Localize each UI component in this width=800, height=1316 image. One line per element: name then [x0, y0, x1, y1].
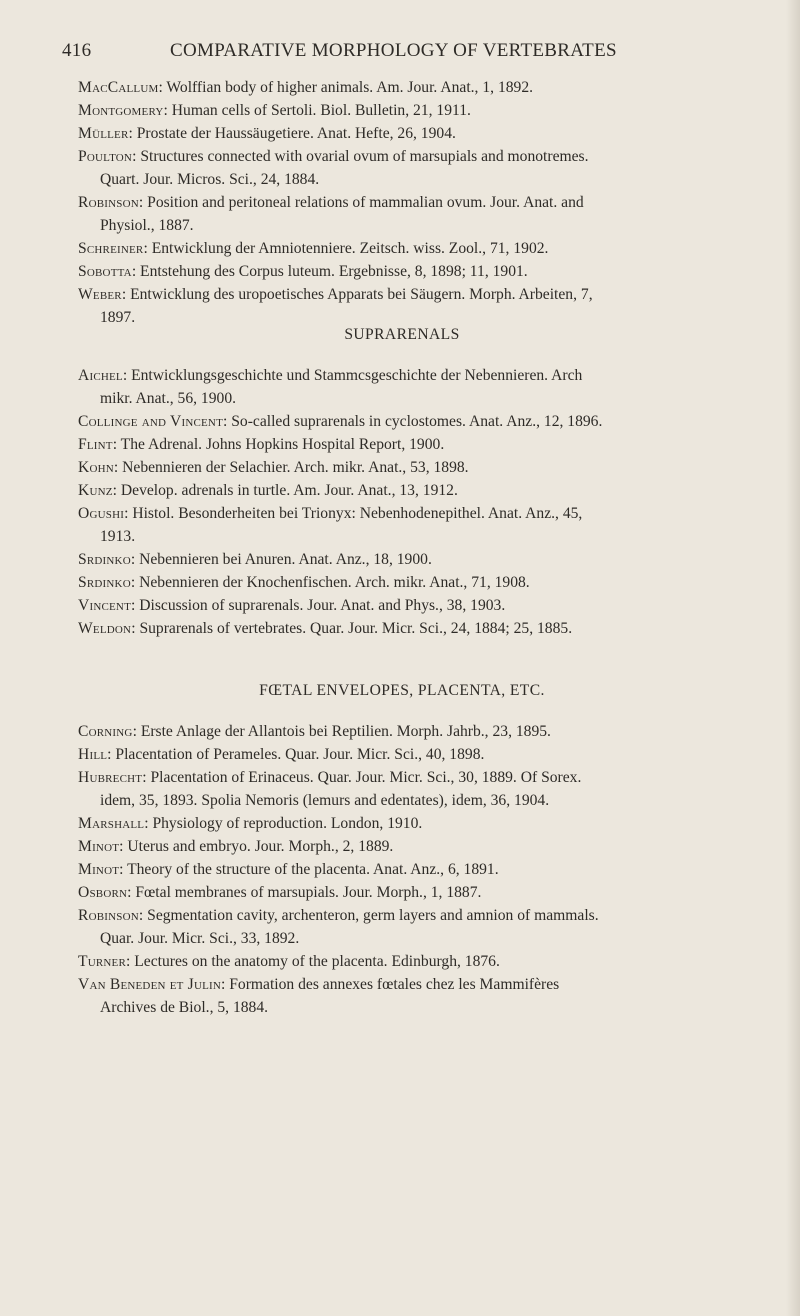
- entry-text: The Adrenal. Johns Hopkins Hospital Report, 1900.: [120, 436, 445, 453]
- entry-text: Histol. Besonderheiten bei Trionyx: Nebenhodenepithel. Anat. Anz., 45,: [132, 505, 583, 522]
- page-number: 416: [62, 40, 92, 61]
- bibliography-entry: Minot: Theory of the structure of the placenta. Anat. Anz., 6, 1891.: [78, 861, 499, 878]
- entry-text: Uterus and embryo. Jour. Morph., 2, 1889.: [127, 838, 394, 855]
- bibliography-entry: Sobotta: Entstehung des Corpus luteum. Ergebnisse, 8, 1898; 11, 1901.: [78, 263, 528, 280]
- entry-author: Hill: [78, 746, 108, 763]
- entry-text: Lectures on the anatomy of the placenta. Edinburgh, 1876.: [134, 953, 500, 970]
- bibliography-entry: MacCallum: Wolffian body of higher animals. Am. Jour. Anat., 1, 1892.: [78, 79, 534, 96]
- bibliography-entry: Collinge and Vincent: So-called suprarenals in cyclostomes. Anat. Anz., 12, 1896.: [78, 413, 603, 430]
- entry-text: Segmentation cavity, archenteron, germ layers and amnion of mammals.: [147, 907, 599, 924]
- heading-foetal-envelopes: FŒTAL ENVELOPES, PLACENTA, ETC.: [259, 682, 545, 699]
- bibliography-entry: Ogushi: Histol. Besonderheiten bei Trionyx: Nebenhodenepithel. Anat. Anz., 45, 1913.: [78, 502, 790, 548]
- bibliography-entry: Aichel: Entwicklungsgeschichte und Stammcsgeschichte der Nebennieren. Arch mikr. Anat., 56, 1900.: [78, 364, 790, 410]
- entry-author: Schreiner: [78, 240, 144, 257]
- entry-author: Kohn: [78, 459, 114, 476]
- entry-author: Flint: [78, 436, 113, 453]
- bibliography-entry: Minot: Uterus and embryo. Jour. Morph., 2, 1889.: [78, 838, 394, 855]
- entry-author: Collinge and Vincent: [78, 413, 223, 430]
- entry-author: Sobotta: [78, 263, 132, 280]
- entry-text-continued: idem, 35, 1893. Spolia Nemoris (lemurs and edentates), idem, 36, 1904.: [100, 792, 550, 809]
- entry-author: Srdinko: [78, 551, 131, 568]
- bibliography-entry: Srdinko: Nebennieren bei Anuren. Anat. Anz., 18, 1900.: [78, 551, 432, 568]
- entry-text: Fœtal membranes of marsupials. Jour. Morph., 1, 1887.: [135, 884, 482, 901]
- bibliography-entry: Robinson: Segmentation cavity, archenteron, germ layers and amnion of mammals. Quar. Jour. Micr. Sci., 33, 1892.: [78, 904, 790, 950]
- entry-author: Aichel: [78, 367, 123, 384]
- entry-text: Entstehung des Corpus luteum. Ergebnisse, 8, 1898; 11, 1901.: [140, 263, 528, 280]
- entry-author: Kunz: [78, 482, 113, 499]
- bibliography-entry: Srdinko: Nebennieren der Knochenfischen. Arch. mikr. Anat., 71, 1908.: [78, 574, 530, 591]
- entry-author: Turner: [78, 953, 127, 970]
- entry-text: Erste Anlage der Allantois bei Reptilien. Morph. Jahrb., 23, 1895.: [140, 723, 551, 740]
- entry-author: Poulton: [78, 148, 133, 165]
- entry-text: Discussion of suprarenals. Jour. Anat. and Phys., 38, 1903.: [139, 597, 506, 614]
- bibliography-entry: Montgomery: Human cells of Sertoli. Biol. Bulletin, 21, 1911.: [78, 102, 471, 119]
- entry-text-continued: Quart. Jour. Micros. Sci., 24, 1884.: [100, 171, 320, 188]
- entry-text: Formation des annexes fœtales chez les Mammifères: [229, 976, 560, 993]
- entry-author: Minot: [78, 861, 120, 878]
- page-header: [62, 40, 742, 70]
- entry-author: Srdinko: [78, 574, 131, 591]
- bibliography-entry: Corning: Erste Anlage der Allantois bei Reptilien. Morph. Jahrb., 23, 1895.: [78, 723, 551, 740]
- entry-author: Minot: [78, 838, 120, 855]
- entry-text: Structures connected with ovarial ovum of marsupials and monotremes.: [140, 148, 589, 165]
- bibliography-section-suprarenals: [78, 364, 790, 640]
- entry-author: Weber: [78, 286, 122, 303]
- entry-text-continued: 1897.: [100, 309, 136, 326]
- heading-suprarenals: SUPRARENALS: [344, 326, 460, 343]
- bibliography-entry: Weldon: Suprarenals of vertebrates. Quar. Jour. Micr. Sci., 24, 1884; 25, 1885.: [78, 620, 573, 637]
- bibliography-entry: Hubrecht: Placentation of Erinaceus. Quar. Jour. Micr. Sci., 30, 1889. Of Sorex. idem, 35, 1893. Spolia Nemoris (lemurs and edentates), idem, 36, 1904.: [78, 766, 790, 812]
- entry-text: Develop. adrenals in turtle. Am. Jour. Anat., 13, 1912.: [120, 482, 458, 499]
- entry-text-continued: Physiol., 1887.: [100, 217, 194, 234]
- bibliography-entry: Kohn: Nebennieren der Selachier. Arch. mikr. Anat., 53, 1898.: [78, 459, 469, 476]
- entry-author: Ogushi: [78, 505, 125, 522]
- bibliography-entry: Poulton: Structures connected with ovarial ovum of marsupials and monotremes. Quart. Jour. Micros. Sci., 24, 1884.: [78, 145, 790, 191]
- entry-author: Robinson: [78, 907, 139, 924]
- entry-text: Human cells of Sertoli. Biol. Bulletin, 21, 1911.: [171, 102, 471, 119]
- entry-author: Osborn: [78, 884, 128, 901]
- bibliography-section-kidney: [78, 76, 790, 329]
- entry-author: Marshall: [78, 815, 145, 832]
- entry-text: Prostate der Haussäugetiere. Anat. Hefte, 26, 1904.: [136, 125, 456, 142]
- entry-author: Hubrecht: [78, 769, 143, 786]
- entry-text: So-called suprarenals in cyclostomes. Anat. Anz., 12, 1896.: [231, 413, 603, 430]
- entry-text: Nebennieren der Knochenfischen. Arch. mikr. Anat., 71, 1908.: [139, 574, 530, 591]
- bibliography-entry: Hill: Placentation of Perameles. Quar. Jour. Micr. Sci., 40, 1898.: [78, 746, 485, 763]
- entry-text: Nebennieren bei Anuren. Anat. Anz., 18, 1900.: [139, 551, 432, 568]
- bibliography-entry: Robinson: Position and peritoneal relations of mammalian ovum. Jour. Anat. and Physiol., 1887.: [78, 191, 790, 237]
- bibliography-entry: Marshall: Physiology of reproduction. London, 1910.: [78, 815, 423, 832]
- entry-text: Theory of the structure of the placenta. Anat. Anz., 6, 1891.: [127, 861, 499, 878]
- bibliography-section-placenta: [78, 720, 790, 1019]
- bibliography-entry: Turner: Lectures on the anatomy of the placenta. Edinburgh, 1876.: [78, 953, 500, 970]
- entry-author: MacCallum: [78, 79, 159, 96]
- entry-text: Suprarenals of vertebrates. Quar. Jour. Micr. Sci., 24, 1884; 25, 1885.: [139, 620, 573, 637]
- entry-author: Weldon: [78, 620, 132, 637]
- entry-author: Montgomery: [78, 102, 164, 119]
- bibliography-entry: Osborn: Fœtal membranes of marsupials. Jour. Morph., 1, 1887.: [78, 884, 482, 901]
- entry-author: Van Beneden et Julin: [78, 976, 222, 993]
- bibliography-entry: Vincent: Discussion of suprarenals. Jour. Anat. and Phys., 38, 1903.: [78, 597, 506, 614]
- bibliography-entry: Weber: Entwicklung des uropoetisches Apparats bei Säugern. Morph. Arbeiten, 7, 1897.: [78, 283, 790, 329]
- entry-text: Entwicklung der Amniotenniere. Zeitsch. wiss. Zool., 71, 1902.: [151, 240, 549, 257]
- bibliography-entry: Van Beneden et Julin: Formation des annexes fœtales chez les Mammifères Archives de Biol., 5, 1884.: [78, 973, 790, 1019]
- entry-text-continued: mikr. Anat., 56, 1900.: [100, 390, 237, 407]
- entry-text: Placentation of Erinaceus. Quar. Jour. Micr. Sci., 30, 1889. Of Sorex.: [150, 769, 582, 786]
- bibliography-entry: Schreiner: Entwicklung der Amniotenniere. Zeitsch. wiss. Zool., 71, 1902.: [78, 240, 549, 257]
- bibliography-entry: Kunz: Develop. adrenals in turtle. Am. Jour. Anat., 13, 1912.: [78, 482, 458, 499]
- entry-text-continued: 1913.: [100, 528, 136, 545]
- entry-text-continued: Archives de Biol., 5, 1884.: [100, 999, 269, 1016]
- entry-author: Corning: [78, 723, 133, 740]
- bibliography-entry: Müller: Prostate der Haussäugetiere. Anat. Hefte, 26, 1904.: [78, 125, 456, 142]
- entry-text: Physiology of reproduction. London, 1910.: [152, 815, 423, 832]
- entry-text: Wolffian body of higher animals. Am. Jour. Anat., 1, 1892.: [166, 79, 534, 96]
- running-title: COMPARATIVE MORPHOLOGY OF VERTEBRATES: [170, 40, 617, 61]
- entry-text: Placentation of Perameles. Quar. Jour. Micr. Sci., 40, 1898.: [115, 746, 485, 763]
- entry-text: Entwicklungsgeschichte und Stammcsgeschichte der Nebennieren. Arch: [131, 367, 583, 384]
- entry-text: Entwicklung des uropoetisches Apparats bei Säugern. Morph. Arbeiten, 7,: [130, 286, 593, 303]
- entry-author: Müller: [78, 125, 129, 142]
- entry-author: Vincent: [78, 597, 131, 614]
- entry-author: Robinson: [78, 194, 139, 211]
- entry-text: Nebennieren der Selachier. Arch. mikr. Anat., 53, 1898.: [122, 459, 469, 476]
- entry-text-continued: Quar. Jour. Micr. Sci., 33, 1892.: [100, 930, 300, 947]
- entry-text: Position and peritoneal relations of mammalian ovum. Jour. Anat. and: [147, 194, 584, 211]
- bibliography-entry: Flint: The Adrenal. Johns Hopkins Hospital Report, 1900.: [78, 436, 445, 453]
